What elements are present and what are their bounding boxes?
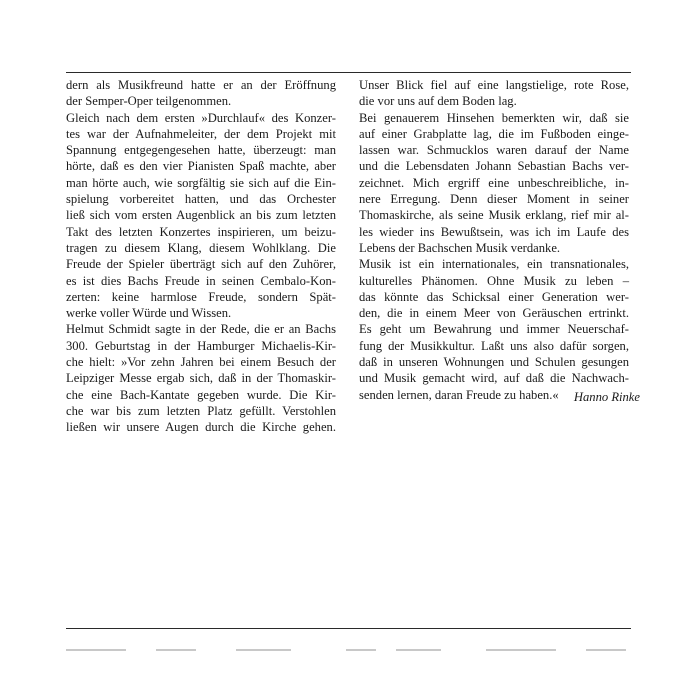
text-line: Thomaskirche, als seine Musik erklang, rief mir al- bbox=[359, 208, 629, 223]
text-line: werke voller Würde und Wissen. bbox=[66, 306, 232, 321]
text-line: zeichnet. Mich ergriff eine unbeschreibliche, in- bbox=[359, 175, 629, 190]
scan-mark bbox=[156, 649, 196, 651]
text-line: Lebens der Bachschen Musik verdanke. bbox=[359, 240, 561, 255]
text-line: 300. Geburtstag in der Hamburger Michaelis-Kir- bbox=[66, 338, 336, 353]
text-line: Es geht um Bewahrung und immer Neuerschaf- bbox=[359, 322, 629, 337]
text-line: Bei genauerem Hinsehen bemerkten wir, daß sie bbox=[359, 110, 629, 125]
text-line: zerten: keine harmlose Freude, sondern Spät- bbox=[66, 289, 336, 304]
text-line: Takt des letzten Konzertes inspirieren, um beizu- bbox=[66, 224, 336, 239]
text-line: den, die in einem Meer von Geräuschen ertrinkt. bbox=[359, 306, 629, 321]
text-line: der Semper-Oper teilgenommen. bbox=[66, 94, 232, 109]
text-column-right bbox=[359, 77, 629, 403]
scan-artifact-marks bbox=[66, 649, 631, 653]
bottom-rule bbox=[66, 628, 631, 629]
text-line: che eine Bach-Kantate gegeben wurde. Die Kir- bbox=[66, 387, 336, 402]
text-line: senden lernen, daran Freude zu haben.« bbox=[359, 387, 559, 402]
text-line: Freude der Spieler überträgt sich auf den Zuhörer, bbox=[66, 257, 336, 272]
text-line: ließ sich vom ersten Augenblick an bis zum letzten bbox=[66, 208, 336, 223]
top-rule bbox=[66, 72, 631, 73]
text-line: man hörte auch, wie sorgfältig sie sich auf die Ein- bbox=[66, 175, 336, 190]
text-line: che hielt: »Vor zehn Jahren bei einem Besuch der bbox=[66, 355, 336, 370]
text-line: die vor uns auf dem Boden lag. bbox=[359, 94, 517, 109]
text-line: ließen wir unsere Augen durch die Kirche gehen. bbox=[66, 420, 336, 435]
text-line: das könnte das Schicksal einer Generation wer- bbox=[359, 289, 629, 304]
text-line: und Musik gemacht wird, auf daß die Nachwach- bbox=[359, 371, 629, 386]
text-line: tragen zu diesem Klang, diesem Wohlklang. Die bbox=[66, 240, 336, 255]
text-line: kulturelles Phänomen. Ohne Musik zu leben – bbox=[359, 273, 629, 288]
text-line: daß in unseren Wohnungen und Schulen gesungen bbox=[359, 355, 629, 370]
text-line: dern als Musikfreund hatte er an der Eröffnung bbox=[66, 78, 336, 92]
text-line: Leipziger Messe ergab sich, daß in der Thomaskir- bbox=[66, 371, 336, 386]
text-line: hörte, daß es den vier Pianisten Spaß machte, aber bbox=[66, 159, 336, 174]
scan-mark bbox=[236, 649, 291, 651]
scan-mark bbox=[66, 649, 126, 651]
text-column-left bbox=[66, 77, 336, 436]
text-line: Spannung entgegengesehen hatte, überzeugt: man bbox=[66, 143, 336, 158]
text-line: spielung vorbereitet hatten, und das Orchester bbox=[66, 192, 336, 207]
scan-mark bbox=[486, 649, 556, 651]
text-line: les wieder ins Bewußtsein, was ich im Laufe des bbox=[359, 224, 629, 239]
text-line: es ist dies Bachs Freude in seinen Cembalo-Kon- bbox=[66, 273, 336, 288]
text-line: und die Lebensdaten Johann Sebastian Bachs ver- bbox=[359, 159, 629, 174]
text-line: fung der Musikkultur. Laßt uns also dafür sorgen, bbox=[359, 338, 629, 353]
scan-mark bbox=[586, 649, 626, 651]
text-line: Helmut Schmidt sagte in der Rede, die er an Bachs bbox=[66, 322, 336, 337]
scan-mark bbox=[396, 649, 441, 651]
text-line: auf einer Grabplatte lag, die im Fußboden einge- bbox=[359, 126, 629, 141]
text-line: tes war der Aufnahmeleiter, der dem Projekt mit bbox=[66, 126, 336, 141]
text-line: Gleich nach dem ersten »Durchlauf« des Konzer- bbox=[66, 110, 336, 125]
text-line: nere Erregung. Denn dieser Moment in seiner bbox=[359, 192, 629, 207]
text-line: che war bis zum letzten Platz gefüllt. Verstohlen bbox=[66, 403, 336, 418]
author-signature: Hanno Rinke bbox=[573, 390, 640, 404]
text-line: lassen war. Schmucklos waren darauf der Name bbox=[359, 143, 629, 158]
text-line: Unser Blick fiel auf eine langstielige, rote Rose, bbox=[359, 78, 629, 92]
scan-mark bbox=[346, 649, 376, 651]
text-line: Musik ist ein internationales, ein transnationales, bbox=[359, 257, 629, 272]
